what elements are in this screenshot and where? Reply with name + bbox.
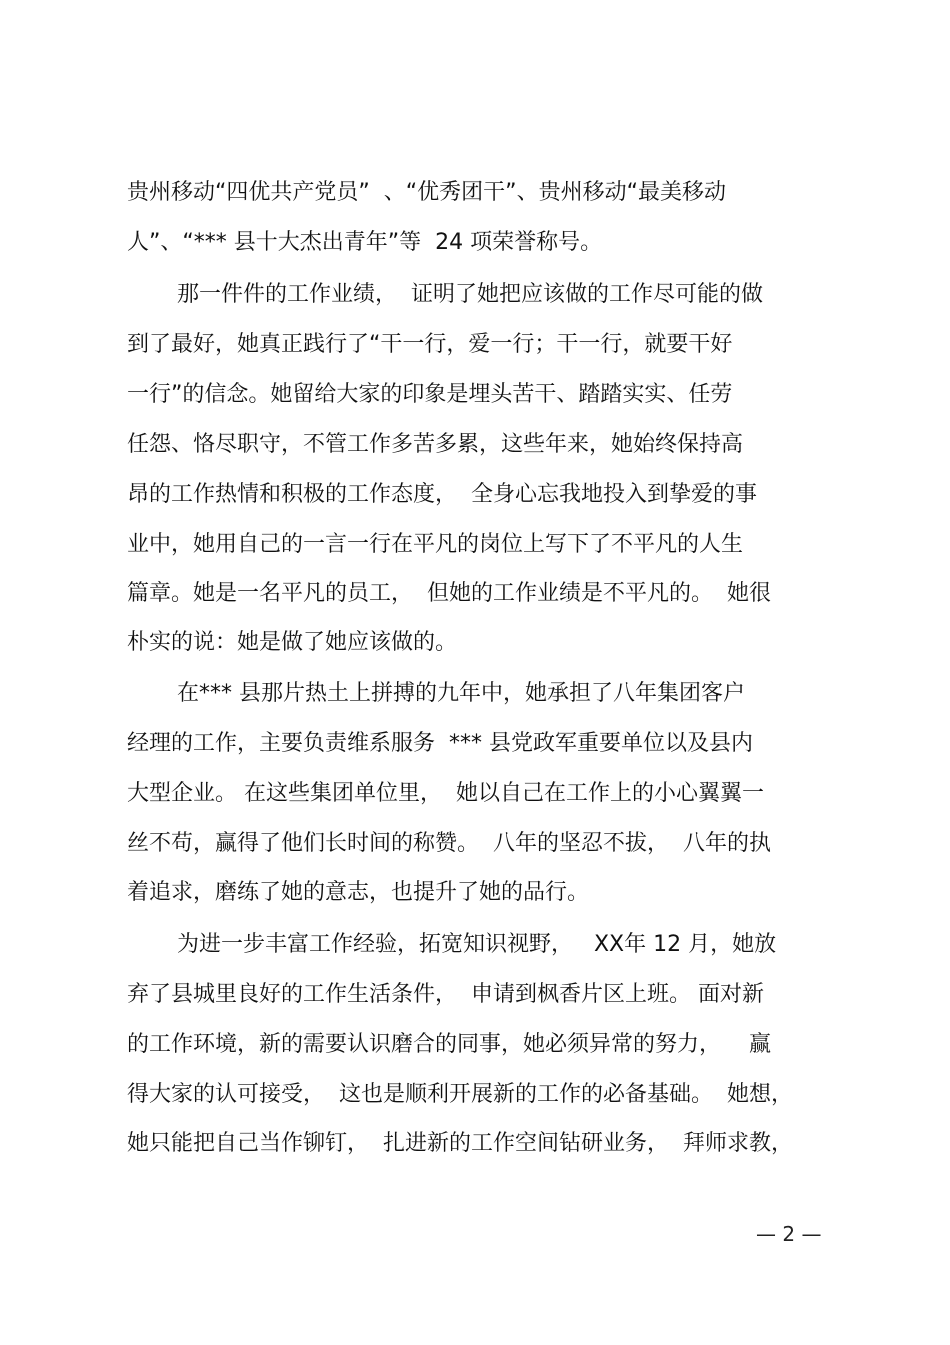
text-line-8: 业中，她用自己的一言一行在平凡的岗位上写下了不平凡的人生 [127, 532, 744, 557]
text-line-15: 着追求，磨练了她的意志，也提升了她的品行。 [127, 880, 590, 905]
text-line-10: 朴实的说：她是做了她应该做的。 [127, 630, 458, 655]
page-number: — 2 — [756, 1222, 822, 1246]
text-line-7: 昂的工作热情和积极的工作态度， 全身心忘我地投入到挚爱的事 [127, 482, 757, 507]
text-line-13: 大型企业。 在这些集团单位里， 她以自己在工作上的小心翼翼一 [127, 781, 764, 806]
text-line-20: 她只能把自己当作铆钉， 扎进新的工作空间钻研业务， 拜师求教， [127, 1131, 793, 1156]
text-line-2: 人”、“*** 县十大杰出青年”等 24 项荣誉称号。 [127, 230, 603, 255]
text-line-3: 那一件件的工作业绩， 证明了她把应该做的工作尽可能的做 [177, 282, 763, 307]
text-line-4: 到了最好，她真正践行了“干一行，爱一行；干一行，就要干好 [127, 332, 733, 357]
text-line-14: 丝不苟，赢得了他们长时间的称赞。 八年的坚忍不拔， 八年的执 [127, 831, 771, 856]
text-line-11: 在*** 县那片热土上拼搏的九年中，她承担了八年集团客户 [177, 681, 745, 706]
text-line-19: 得大家的认可接受， 这也是顺利开展新的工作的必备基础。 她想， [127, 1082, 793, 1107]
text-line-18: 的工作环境，新的需要认识磨合的同事，她必须异常的努力， 赢 [127, 1032, 771, 1057]
text-line-17: 弃了县城里良好的工作生活条件， 申请到枫香片区上班。 面对新 [127, 982, 764, 1007]
text-line-9: 篇章。她是一名平凡的员工， 但她的工作业绩是不平凡的。 她很 [127, 581, 771, 606]
text-line-6: 任怨、恪尽职守，不管工作多苦多累，这些年来，她始终保持高 [127, 432, 744, 457]
text-line-5: 一行”的信念。她留给大家的印象是埋头苦干、踏踏实实、任劳 [127, 382, 733, 407]
text-line-12: 经理的工作，主要负责维系服务 *** 县党政军重要单位以及县内 [127, 731, 753, 756]
text-line-1: 贵州移动“四优共产党员” 、“优秀团干”、贵州移动“最美移动 [127, 180, 726, 205]
text-line-16: 为进一步丰富工作经验，拓宽知识视野， XX年 12 月，她放 [177, 932, 777, 957]
